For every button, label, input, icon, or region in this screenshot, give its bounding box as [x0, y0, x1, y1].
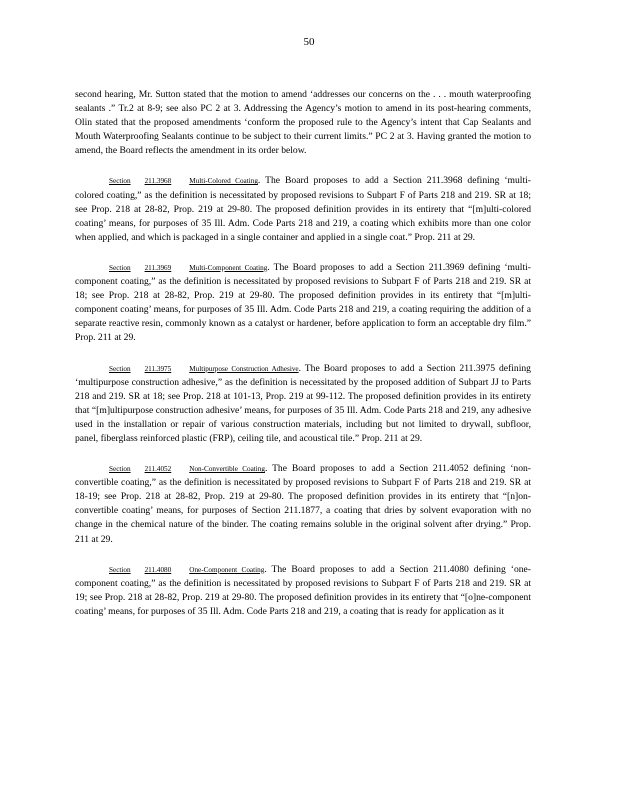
section-heading: Section 211.4052 Non-Convertible Coating: [109, 465, 265, 474]
section-paragraph: [75, 174, 531, 244]
document-body: [75, 88, 531, 619]
section-body: . The Board proposes to add a Section 211.4080 defining ‘one-component coating,” as the definition is necessitated by proposed revisions to Subpart F of Parts 218 and 219. SR at 19; see Prop. 218 at 28-82, Prop. 219 at 29-80. The proposed definition provides in its entirety that “[o]ne-component coating’ means, for purposes of 35 Ill. Adm. Code Parts 218 and 219, a coating that is ready for application as it: [75, 563, 531, 617]
section-heading: Section 211.3975 Multipurpose Construction Adhesive: [109, 364, 299, 373]
section-body: . The Board proposes to add a Section 211.3968 defining ‘multi-colored coating,” as the definition is necessitated by proposed revisions to Subpart F of Parts 218 and 219. SR at 18; see Prop. 218 at 28-82, Prop. 219 at 29-80. The proposed definition provides in its entirety that “[m]ulti-colored coating’ means, for purposes of 35 Ill. Adm. Code Parts 218 and 219, a coating which exhibits more than one color when applied, and which is packaged in a single container and applied in a single coat.” Prop. 211 at 29.: [75, 175, 531, 243]
section-paragraph: [75, 261, 531, 346]
section-body: . The Board proposes to add a Section 211.3975 defining ‘multipurpose construction adhesive,” as the definition is necessitated by the proposed addition of Subpart JJ to Parts 218 and 219. SR at 18; see Prop. 218 at 101-13, Prop. 219 at 99-112. The proposed definition provides in its entirety that “[m]ultipurpose construction adhesive’ means, for purposes of 35 Ill. Adm. Code Parts 218 and 219, any adhesive used in the installation or repair of various construction materials, including but not limited to drywall, subfloor, panel, fiberglass reinforced plastic (FRP), ceiling tile, and acoustical tile.” Prop. 211 at 29.: [75, 362, 531, 444]
section-heading: Section 211.3968 Multi-Colored Coating: [109, 177, 258, 186]
section-body: . The Board proposes to add a Section 211.4052 defining ‘non-convertible coating,” as the definition is necessitated by proposed revisions to Subpart F of Parts 218 and 219. SR at 18-19; see Prop. 218 at 28-82, Prop. 219 at 29-80. The proposed definition provides in its entirety that “[n]on-convertible coating’ means, for purposes of Section 211.1877, a coating that dries by solvent evaporation with no change in the chemical nature of the binder. The coating remains soluble in the original solvent after drying.” Prop. 211 at 29.: [75, 463, 531, 545]
section-paragraph: [75, 563, 531, 619]
section-paragraph: [75, 362, 531, 447]
intro-paragraph: second hearing, Mr. Sutton stated that the motion to amend ‘addresses our concerns on the . . . mouth waterproofing sealants .” Tr.2 at 8-9; see also PC 2 at 3. Addressing the Agency’s motion to amend in its post-hearing comments, Olin stated that the proposed amendments ‘conform the proposed rule to the Agency’s intent that Cap Sealants and Mouth Waterproofing Sealants continue to be subject to their current limits.” PC 2 at 3. Having granted the motion to amend, the Board reflects the amendment in its order below.: [75, 89, 531, 157]
page-number: 50: [303, 36, 315, 48]
section-heading: Section 211.4080 One-Component Coating: [109, 565, 265, 574]
section-heading: Section 211.3969 Multi-Component Coating: [109, 263, 268, 272]
section-paragraph: [75, 462, 531, 547]
section-body: . The Board proposes to add a Section 211.3969 defining ‘multi-component coating,” as the definition is necessitated by proposed revisions to Subpart F of Parts 218 and 219. SR at 18; see Prop. 218 at 28-82, Prop. 219 at 29-80. The proposed definition provides in its entirety that “[m]ulti-component coating’ means, for purposes of 35 Ill. Adm. Code Parts 218 and 219, a coating requiring the addition of a separate reactive resin, commonly known as a catalyst or hardener, before application to form an acceptable dry film.” Prop. 211 at 29.: [75, 261, 532, 344]
